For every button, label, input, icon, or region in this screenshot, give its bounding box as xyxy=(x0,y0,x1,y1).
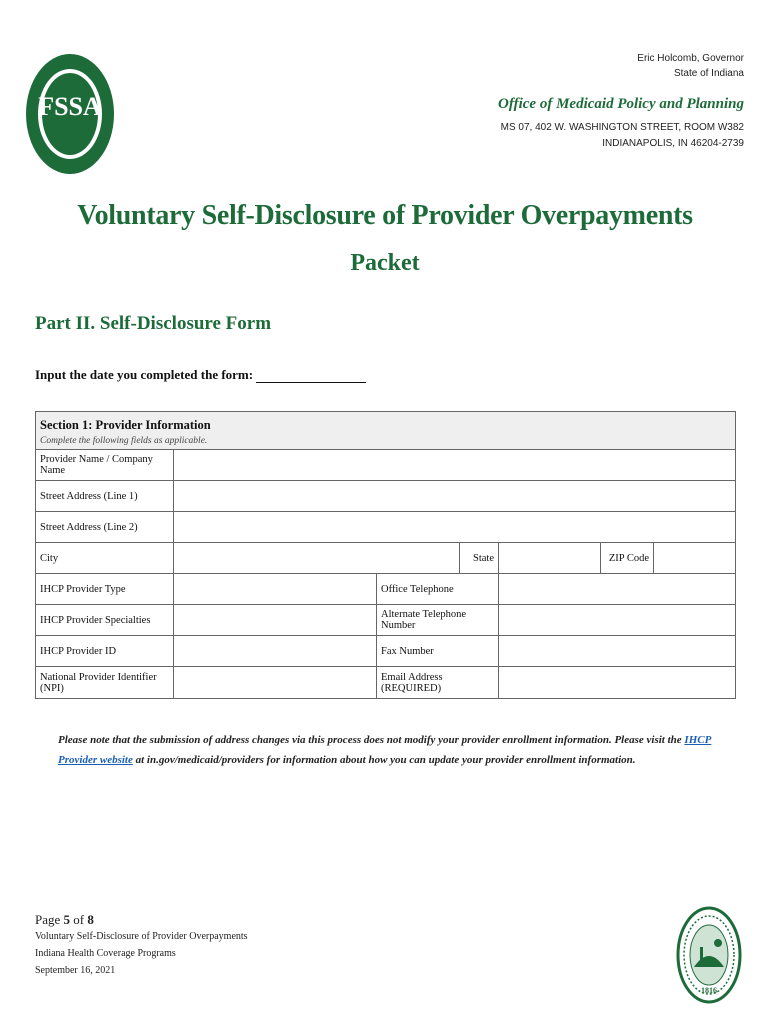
office-address xyxy=(501,120,744,152)
alternate-telephone-label: Alternate Telephone Number xyxy=(377,605,499,635)
address-line-2: INDIANAPOLIS, IN 46204-2739 xyxy=(602,138,744,149)
fssa-logo-icon xyxy=(24,30,116,190)
npi-label: National Provider Identifier (NPI) xyxy=(36,667,174,698)
alternate-telephone-field[interactable] xyxy=(499,605,735,635)
fax-number-label: Fax Number xyxy=(377,636,499,666)
city-label: City xyxy=(36,543,174,573)
form-row xyxy=(36,512,735,543)
email-address-field[interactable] xyxy=(499,667,735,698)
section-title: Section 1: Provider Information xyxy=(40,418,211,432)
page-subtitle: Packet xyxy=(350,250,420,276)
page-footer xyxy=(35,911,248,979)
provider-id-field[interactable] xyxy=(174,636,377,666)
office-name: Office of Medicaid Policy and Planning xyxy=(498,96,744,112)
section-note: Complete the following fields as applicable. xyxy=(40,436,208,446)
of-word: of xyxy=(70,912,88,927)
seal-year: 1816 xyxy=(701,986,717,995)
completion-date-row xyxy=(35,367,366,383)
footer-date: September 16, 2021 xyxy=(35,965,116,976)
npi-field[interactable] xyxy=(174,667,377,698)
office-telephone-field[interactable] xyxy=(499,574,735,604)
address-line-1: MS 07, 402 W. WASHINGTON STREET, ROOM W382 xyxy=(500,122,744,133)
form-row xyxy=(36,636,735,667)
state-name: State of Indiana xyxy=(673,68,744,79)
zip-code-field[interactable] xyxy=(654,543,735,573)
ihcp-provider-website-link[interactable]: IHCP Provider website xyxy=(58,734,712,766)
zip-code-label: ZIP Code xyxy=(601,543,654,573)
governor-name: Eric Holcomb, Governor xyxy=(637,53,744,64)
form-row xyxy=(36,667,735,698)
provider-specialties-label: IHCP Provider Specialties xyxy=(36,605,174,635)
completion-date-label: Input the date you completed the form: xyxy=(35,367,254,382)
page-total: 8 xyxy=(87,912,94,927)
form-row xyxy=(36,543,735,574)
page-word: Page xyxy=(35,912,64,927)
fax-number-field[interactable] xyxy=(499,636,735,666)
street-address-1-field[interactable] xyxy=(174,481,735,511)
state-field[interactable] xyxy=(499,543,601,573)
form-row xyxy=(36,605,735,636)
completion-date-field[interactable] xyxy=(256,368,366,383)
office-telephone-label: Office Telephone xyxy=(377,574,499,604)
form-row xyxy=(36,481,735,512)
provider-name-field[interactable] xyxy=(174,450,735,480)
notice-text-2: at in.gov/medicaid/providers for information about how you can update your provider enrollment information. xyxy=(132,754,636,766)
page-indicator xyxy=(35,911,248,928)
page-number: 5 xyxy=(63,912,71,927)
city-field[interactable] xyxy=(174,543,460,573)
provider-type-field[interactable] xyxy=(174,574,377,604)
provider-type-label: IHCP Provider Type xyxy=(36,574,174,604)
footer-program: Indiana Health Coverage Programs xyxy=(35,948,176,959)
form-row xyxy=(36,450,735,481)
notice-text-1: Please note that the submission of address changes via this process does not modify your provider enrollment information. Please visit the xyxy=(58,734,685,746)
page-title: Voluntary Self-Disclosure of Provider Overpayments xyxy=(77,200,693,231)
address-change-notice xyxy=(58,730,718,770)
governor-block xyxy=(637,51,744,81)
email-address-label: Email Address (REQUIRED) xyxy=(377,667,499,698)
street-address-2-label: Street Address (Line 2) xyxy=(36,512,174,542)
provider-specialties-field[interactable] xyxy=(174,605,377,635)
street-address-2-field[interactable] xyxy=(174,512,735,542)
provider-id-label: IHCP Provider ID xyxy=(36,636,174,666)
provider-name-label: Provider Name / Company Name xyxy=(36,450,174,480)
footer-doc-title: Voluntary Self-Disclosure of Provider Overpayments xyxy=(35,931,248,942)
part-title: Part II. Self-Disclosure Form xyxy=(35,313,272,334)
indiana-state-seal-icon xyxy=(676,905,742,1005)
state-label: State xyxy=(460,543,499,573)
logo-letters: FSSA xyxy=(38,92,102,121)
section-header xyxy=(36,412,735,450)
provider-information-form xyxy=(35,411,736,699)
street-address-1-label: Street Address (Line 1) xyxy=(36,481,174,511)
form-row xyxy=(36,574,735,605)
